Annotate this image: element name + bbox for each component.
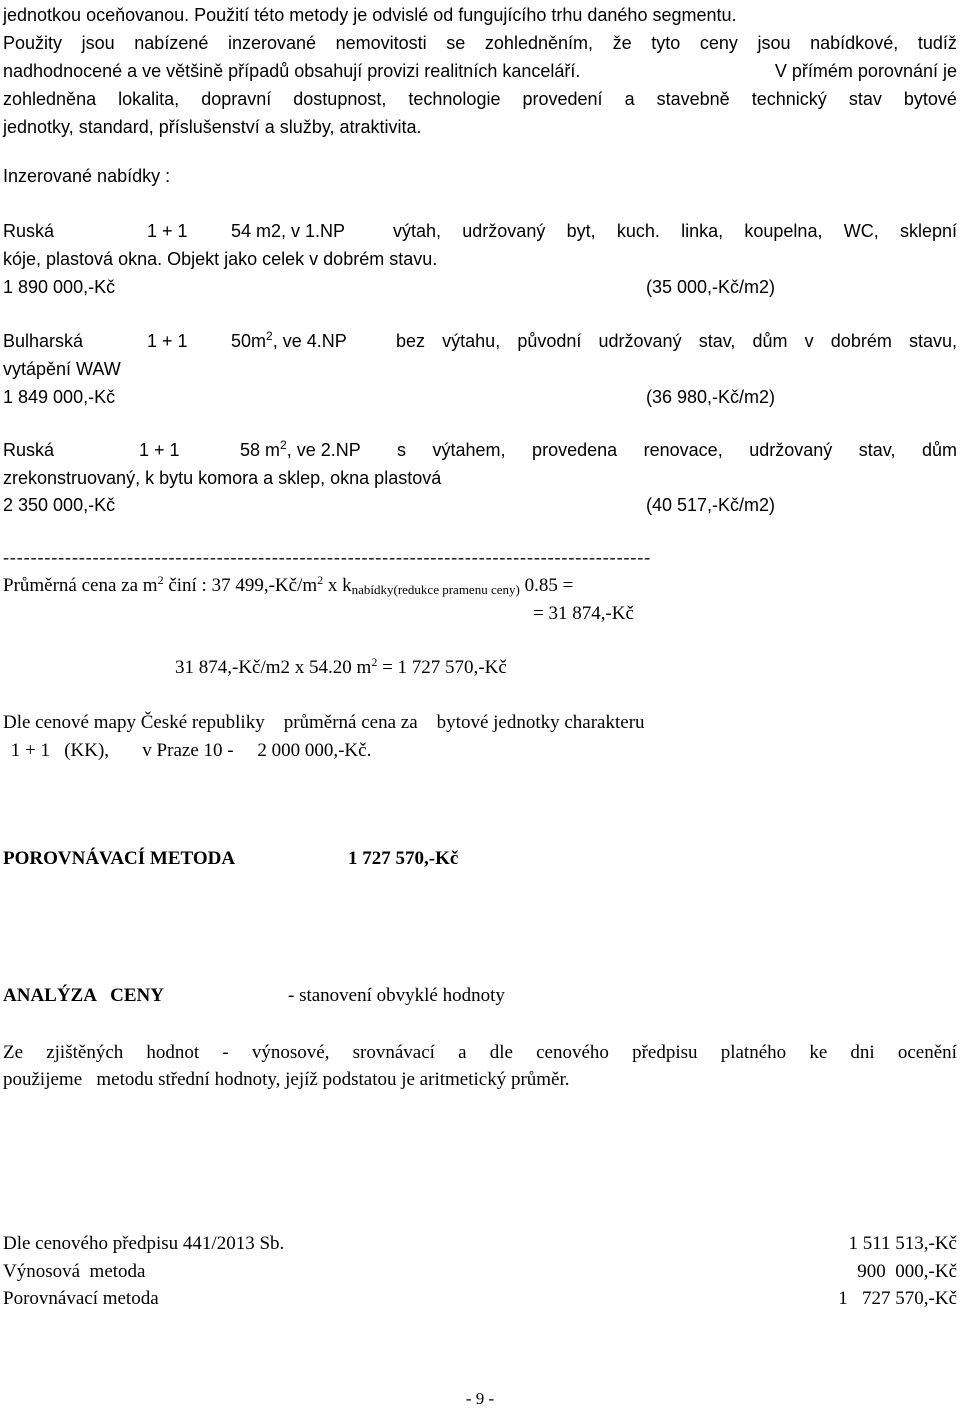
conclusion-line-1-word: Ze xyxy=(3,1042,24,1063)
conclusion-line-1-word: srovnávací xyxy=(352,1042,435,1063)
intro-line-2-word: zohledněním, xyxy=(484,33,593,53)
offer-2-price-per-m2: (36 980,-Kč/m2) xyxy=(646,387,776,407)
intro-line-2-word: nabízené xyxy=(134,33,209,53)
intro-line-2-word: tyto xyxy=(651,33,681,53)
intro-line-4-word: zohledněna xyxy=(3,89,97,109)
conclusion-line-1-word: zjištěných xyxy=(46,1042,124,1063)
intro-line-4-word: a xyxy=(624,89,635,109)
offers-heading: Inzerované nabídky : xyxy=(3,166,171,186)
offer-2-desc: bez výtahu, původní udržovaný stav, dům v dobrém stavu, xyxy=(396,331,957,351)
price-map-line-2: 1 + 1 (KK), v Praze 10 - 2 000 000,-Kč. xyxy=(6,740,372,761)
summary-1-label: Dle cenového předpisu 441/2013 Sb. xyxy=(3,1233,285,1254)
offer-2-area: $50m^2$, ve 4.NP xyxy=(231,329,347,351)
separator-line: ---------------------------------------------------------------------------------------------- xyxy=(3,547,652,567)
intro-line-2-word: Použity xyxy=(3,33,63,53)
intro-line-2-word: se xyxy=(446,33,466,53)
conclusion-line-1-word: dni xyxy=(850,1042,875,1063)
offer-1-street: Ruská xyxy=(3,221,55,241)
page-number: - 9 - xyxy=(465,1389,495,1408)
conclusion-line-1-word: dle xyxy=(489,1042,513,1063)
conclusion-line-2: použijeme metodu střední hodnoty, jejíž podstatou je aritmetický průměr. xyxy=(3,1069,570,1090)
conclusion-line-1-word: výnosové, xyxy=(251,1042,330,1063)
conclusion-line-1-word: cenového xyxy=(536,1042,609,1063)
offer-1-layout: 1 + 1 xyxy=(147,221,188,241)
method-label: POROVNÁVACÍ METODA xyxy=(3,848,236,869)
intro-line-4-word: technický xyxy=(751,89,827,109)
summary-3-value: 1 727 570,-Kč xyxy=(838,1288,957,1309)
offer-3-price: 2 350 000,-Kč xyxy=(3,495,116,515)
offer-1-price-per-m2: (35 000,-Kč/m2) xyxy=(646,277,776,297)
intro-line-2-word: nemovitosti xyxy=(335,33,427,53)
average-price-line: Průměrná cena za $m^2$ činí : 37 $499,-Kč/m^2$ x $k_{nabídky(redukce pramenu ceny)}$ 0.85 = xyxy=(3,573,574,597)
summary-3-label: Porovnávací metoda xyxy=(3,1288,159,1309)
intro-line-3b: V přímém porovnání je xyxy=(774,61,957,81)
analysis-label: ANALÝZA CENY xyxy=(3,985,164,1006)
intro-line-3a: nadhodnocené a ve většině případů obsahují provizi realitních kanceláří. xyxy=(3,61,581,81)
price-map-line-1: Dle cenové mapy České republiky průměrná cena za bytové jednotky charakteru xyxy=(3,712,645,733)
intro-line-4-word: bytové xyxy=(903,89,957,109)
conclusion-line-1 xyxy=(3,1042,957,1064)
intro-line-2-word: že xyxy=(612,33,632,53)
conclusion-line-1-word: a xyxy=(458,1042,467,1063)
offer-1-desc-line-2: kóje, plastová okna. Objekt jako celek v dobrém stavu. xyxy=(3,249,438,269)
conclusion-line-1-word: ocenění xyxy=(897,1042,957,1063)
conclusion-line-1-word: platného xyxy=(720,1042,787,1063)
intro-line-4-word: stavebně xyxy=(656,89,730,109)
intro-line-4-word: dopravní xyxy=(201,89,272,109)
intro-line-2-word: inzerované xyxy=(227,33,317,53)
offer-3-desc: s výtahem, provedena renovace, udržovaný stav, dům xyxy=(397,440,957,460)
intro-line-4-word: lokalita, xyxy=(118,89,180,109)
offer-2-layout: 1 + 1 xyxy=(147,331,188,351)
intro-line-2-word: nabídkové, xyxy=(810,33,899,53)
offer-3-price-per-m2: (40 517,-Kč/m2) xyxy=(646,495,776,515)
intro-line-4-word: technologie xyxy=(408,89,501,109)
intro-line-2-word: jsou xyxy=(757,33,791,53)
offer-3-street: Ruská xyxy=(3,440,55,460)
summary-1-value: 1 511 513,-Kč xyxy=(848,1233,957,1254)
intro-line-2-word: tudíž xyxy=(917,33,957,53)
summary-2-value: 900 000,-Kč xyxy=(857,1261,957,1282)
offer-1-area: 54 m2, v 1.NP xyxy=(231,221,346,241)
method-value: 1 727 570,-Kč xyxy=(348,848,459,869)
offer-3-area: 58 $m^2$, ve 2.NP xyxy=(240,438,361,460)
analysis-subtitle: - stanovení obvyklé hodnoty xyxy=(288,985,505,1006)
conclusion-line-1-word: ke xyxy=(809,1042,828,1063)
intro-line-2-word: ceny xyxy=(699,33,738,53)
offer-2-price: 1 849 000,-Kč xyxy=(3,387,116,407)
conclusion-line-1-word: předpisu xyxy=(632,1042,698,1063)
intro-line-4-word: provedení xyxy=(522,89,603,109)
offer-2-street: Bulharská xyxy=(3,331,84,351)
offer-1-price: 1 890 000,-Kč xyxy=(3,277,116,297)
intro-line-4-word: stav xyxy=(848,89,882,109)
intro-line-5: jednotky, standard, příslušenství a služby, atraktivita. xyxy=(3,117,422,137)
calc-line: 31 874,-Kč/m2 x 54.20 $m^2 = 1$ 727 570,-Kč xyxy=(175,655,507,678)
summary-2-label: Výnosová metoda xyxy=(3,1261,146,1282)
intro-line-2-word: jsou xyxy=(81,33,115,53)
average-price-result: = 31 874,-Kč xyxy=(533,603,634,624)
offer-3-layout: 1 + 1 xyxy=(139,440,180,460)
conclusion-line-1-word: hodnot xyxy=(146,1042,200,1063)
intro-line-1: jednotkou oceňovanou. Použití této metody je odvislé od fungujícího trhu daného segmentu. xyxy=(3,5,737,25)
intro-line-4 xyxy=(3,88,957,110)
offer-1-desc: výtah, udržovaný byt, kuch. linka, koupelna, WC, sklepní xyxy=(393,221,957,241)
offer-3-desc-line-2: zrekonstruovaný, k bytu komora a sklep, okna plastová xyxy=(3,468,442,488)
offer-2-desc-line-2: vytápění WAW xyxy=(3,359,121,379)
conclusion-line-1-word: - xyxy=(222,1042,229,1063)
intro-line-4-word: dostupnost, xyxy=(293,89,387,109)
intro-line-2 xyxy=(3,32,957,54)
